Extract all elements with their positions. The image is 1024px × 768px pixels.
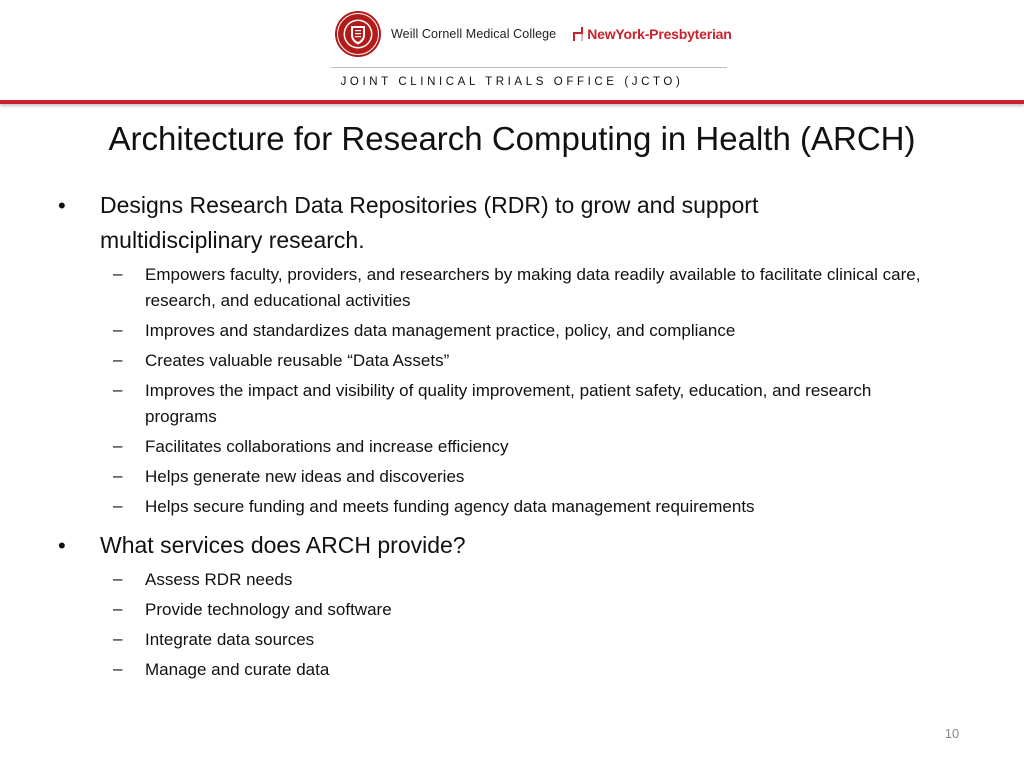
sub-bullet-item <box>0 597 1024 623</box>
dash-marker: – <box>113 496 123 515</box>
slide-body <box>0 188 1024 683</box>
spacer <box>0 520 1024 528</box>
institution-name: Weill Cornell Medical College <box>391 27 557 41</box>
sub-bullet-item <box>0 464 1024 490</box>
dash-marker: – <box>113 436 123 455</box>
header-divider <box>331 67 727 68</box>
dash-marker: – <box>113 599 123 618</box>
bullet-text: Designs Research Data Repositories (RDR) to grow and support multidisciplinary research. <box>100 192 759 253</box>
bullet-text: What services does ARCH provide? <box>100 532 466 558</box>
sub-bullet-text: Helps secure funding and meets funding agency data management requirements <box>145 497 755 516</box>
nyp-mark-icon <box>572 25 584 43</box>
sub-bullet-text: Improves and standardizes data management practice, policy, and compliance <box>145 321 736 340</box>
sub-bullet-item <box>0 378 1024 430</box>
bullet-item <box>0 188 1024 258</box>
partner-name: NewYork-Presbyterian <box>587 26 732 42</box>
logo-row <box>334 10 732 58</box>
accent-bar <box>0 100 1024 104</box>
sub-bullet-item <box>0 318 1024 344</box>
dash-marker: – <box>113 466 123 485</box>
sub-bullet-item <box>0 657 1024 683</box>
sub-bullet-text: Assess RDR needs <box>145 570 293 589</box>
sub-bullet-item <box>0 494 1024 520</box>
sub-bullet-item <box>0 348 1024 374</box>
dash-marker: – <box>113 380 123 399</box>
page-number: 10 <box>944 726 960 741</box>
dash-marker: – <box>113 569 123 588</box>
sub-bullet-text: Integrate data sources <box>145 630 315 649</box>
sub-bullet-text: Creates valuable reusable “Data Assets” <box>145 351 450 370</box>
slide-header <box>0 0 1024 108</box>
sub-bullet-item <box>0 434 1024 460</box>
dash-marker: – <box>113 350 123 369</box>
dash-marker: – <box>113 659 123 678</box>
sub-bullet-text: Provide technology and software <box>145 600 392 619</box>
sub-bullet-text: Facilitates collaborations and increase efficiency <box>145 437 509 456</box>
sub-bullet-text: Manage and curate data <box>145 660 330 679</box>
sub-bullet-item <box>0 627 1024 653</box>
bullet-item <box>0 528 1024 563</box>
dash-marker: – <box>113 320 123 339</box>
dash-marker: – <box>113 629 123 648</box>
sub-bullet-text: Empowers faculty, providers, and researchers by making data readily available to facilitate clinical care, research, and educational activities <box>145 265 921 310</box>
bullet-marker: • <box>58 533 66 558</box>
slide-title: Architecture for Research Computing in Health (ARCH) <box>108 120 916 157</box>
nyp-logo <box>572 25 731 43</box>
office-name: JOINT CLINICAL TRIALS OFFICE (JCTO) <box>340 76 684 88</box>
sub-bullet-item <box>0 262 1024 314</box>
cornell-seal-icon <box>334 10 382 58</box>
sub-bullet-text: Improves the impact and visibility of quality improvement, patient safety, education, and research programs <box>145 381 872 426</box>
sub-bullet-item <box>0 567 1024 593</box>
bullet-marker: • <box>58 193 66 218</box>
sub-bullet-text: Helps generate new ideas and discoveries <box>145 467 465 486</box>
dash-marker: – <box>113 264 123 283</box>
